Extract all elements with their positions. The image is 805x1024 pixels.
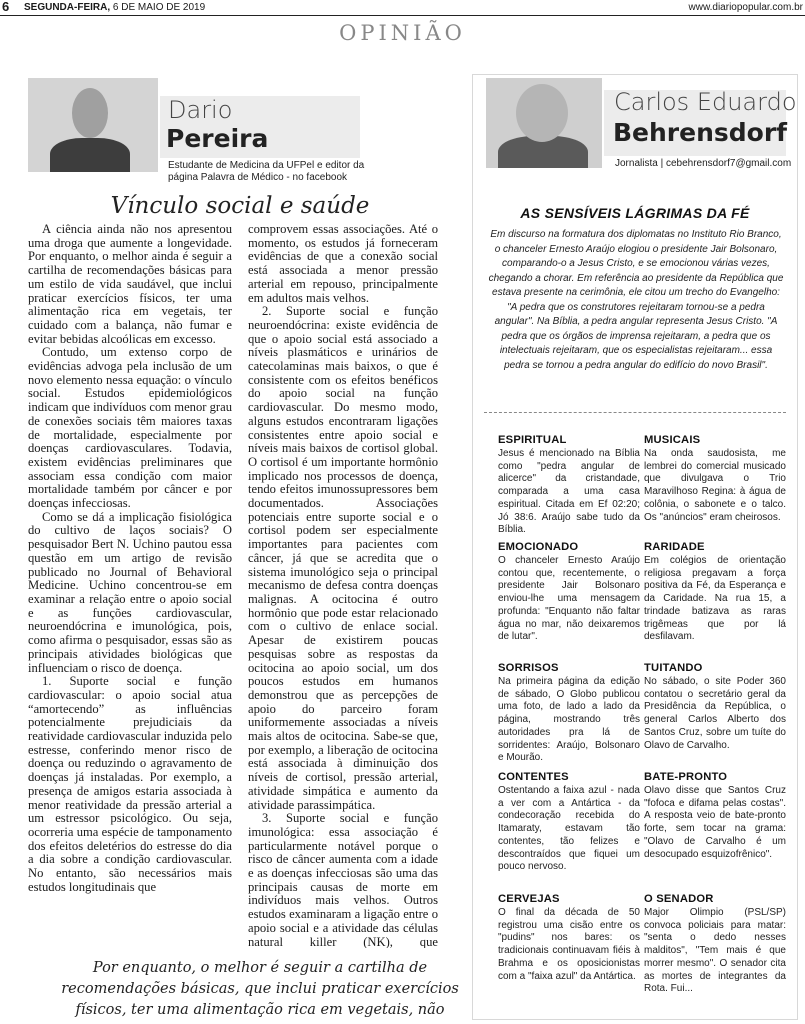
site-url: www.diariopopular.com.br [688, 2, 803, 13]
column-separator [484, 412, 786, 413]
article-paragraph: A ciência ainda não nos apresentou uma droga que aumente a longevidade. Por enquanto, o melhor ainda é seguir a cartilha de recomendações básicas para um estilo de vida saudável, que inclui praticar exercícios físicos, ter uma alimentação rica em vegetais, ter cuidado com a balança, não fumar e evitar bebidas alcoólicas em excesso. [28, 223, 232, 346]
article-paragraph: 3. Suporte social e função imunológica: essa associação é particularmente notável porque o risco de câncer aumenta com a idade e as doenças infecciosas são uma das principais causas de morte em indivíduos mais velhos. Outros estudos examinaram a ligação entre o apoio social e a atividade das células natural killer (NK), que [248, 811, 438, 948]
author-photo-left [28, 78, 158, 172]
author-last-name-right: Behrensdorf [613, 118, 788, 147]
note-contentes [498, 771, 640, 874]
article-column-1 [28, 223, 232, 948]
note-text: Olavo disse que Santos Cruz "fofoca e difama pelas costas". A resposta veio de bate-pronto forte, sem tocar na grama: "Olavo de Carvalho é um desocupado esquizofrênico". [644, 785, 786, 860]
edition-day-date: 6 DE MAIO DE 2019 [112, 2, 206, 13]
note-text: Major Olimpio (PSL/SP) convoca policiais para matar: "senta o dedo nesses malditos", "Tem mais é que morrer mesmo". O senador cita as mortes de integrantes da Rota. Fui... [644, 907, 786, 995]
section-title: OPINIÃO [339, 21, 466, 45]
edition-date [24, 2, 205, 13]
note-text: Na primeira página da edição de sábado, O Globo publicou uma foto, de lado a lado da página, mostrando três autoridades pra lá de sorridentes: Araújo, Bolsonaro e Mourão. [498, 676, 640, 764]
note-o-senador [644, 893, 786, 996]
pull-quote: Por enquanto, o melhor é seguir a cartilha de recomendações básicas, que inclui praticar exercícios físicos, ter uma alimentação rica em vegetais, não [61, 960, 459, 1018]
column-lead: Em discurso na formatura dos diplomatas no Instituto Rio Branco, o chanceler Ernesto Araújo elogiou o presidente Jair Bolsonaro, comparando-o a Jesus Cristo, e se emocionou várias vezes, chegando a chorar. Em referência ao presidente da República que estava presente na cerimônia, ele citou um trecho do Evangelho: "A pedra que os construtores rejeitaram tornou-se a pedra angular". Na Bíblia, a pedra angular representa Jesus Cristo. "A pedra que os órgãos de imprensa rejeitaram, a pedra que os intelectuais rejeitaram, que os especialistas rejeitaram... essa pedra se tornou a pedra angular do edifício do novo Brasil". [488, 229, 784, 371]
note-title: RARIDADE [644, 541, 705, 553]
author-photo-left-body [50, 138, 130, 172]
note-bate-pronto [644, 771, 786, 861]
note-text: O chanceler Ernesto Araújo contou que, recentemente, o presidente Jair Bolsonaro enviou-lhe uma mensagem profunda: "Enquanto não faltar água no mar, não deixaremos de lutar". [498, 555, 640, 643]
article-title: Vínculo social e saúde [110, 193, 370, 219]
note-text: Jesus é mencionado na Bíblia como "pedra angular de alicerce" da cristandade, comparada a uma casa espiritual. Citada em Ef 02:20; Jó 38:6. Araújo sabe tudo da Bíblia. [498, 448, 640, 536]
author-bio-left-line1: Estudante de Medicina da UFPel e editor da [168, 160, 365, 171]
author-photo-left-head [72, 88, 108, 138]
article-column-2 [248, 223, 438, 948]
note-sorrisos [498, 662, 640, 765]
author-first-name-right: Carlos Eduardo [614, 88, 797, 116]
edition-day: SEGUNDA-FEIRA, [24, 2, 111, 13]
note-raridade [644, 541, 786, 644]
note-text: No sábado, o site Poder 360 contatou o secretário geral da Presidência da República, o general Carlos Alberto dos Santos Cruz, sobre um tuíte do Olavo de Carvalho. [644, 676, 786, 751]
note-title: O SENADOR [644, 893, 714, 905]
article-paragraph: 2. Suporte social e função neuroendócrina: existe evidência de que o apoio social está associado a níveis plasmáticos e urinários de catecolaminas mais baixos, o que é consistente com os efeitos benéficos do apoio social na função cardiovascular. Do mesmo modo, alguns estudos encontraram ligações consistentes entre apoio social e níveis mais baixos de cortisol global. O cortisol é um importante hormônio implicado nos processos de doença, tendo efeitos imunossupressores bem documentados. Associações potenciais entre suporte social e o cortisol podem ser especialmente importantes para pacientes com câncer, já que se acredita que o sistema imunológico seja o principal mecanismo de defesa contra doenças malignas. A ocitocina é outro hormônio que pode estar relacionado com o cultivo de enlace social. Apesar de existirem poucas pesquisas sobre as respostas da ocitocina ao apoio social, um dos poucos estudos em humanos demonstrou que as percepções de apoio do parceiro foram uniformemente associadas a níveis mais altos de ocitocina. Sabe-se que, por exemplo, a liberação de ocitocina está associada à diminuição dos níveis de cortisol, pressão arterial, atividade simpática e aumento da atividade parassimpática. [248, 304, 438, 812]
note-title: CERVEJAS [498, 893, 560, 905]
article-paragraph: 1. Suporte social e função cardiovascular: o apoio social atua “amortecendo” as influências potencialmente prejudiciais da reatividade cardiovascular induzida pelo estresse, conferindo menor risco de doença ou reduzindo o agravamento de doenças já instaladas. Por exemplo, a presença de amigos estaria associada à menor reatividade da pressão arterial a um estressor psicológico. Ou seja, ocorreria uma espécie de tamponamento dos efeitos deletérios do estresse do dia a dia sobre a condição cardiovascular. No entanto, são necessários mais estudos longitudinais que [28, 674, 232, 894]
note-musicais [644, 434, 786, 524]
note-title: CONTENTES [498, 771, 569, 783]
note-title: MUSICAIS [644, 434, 701, 446]
author-bio-left-line2: página Palavra de Médico - no facebook [168, 172, 348, 183]
note-title: BATE-PRONTO [644, 771, 728, 783]
author-photo-right [486, 78, 602, 168]
author-first-name-left: Dario [168, 96, 233, 124]
note-title: ESPIRITUAL [498, 434, 567, 446]
author-photo-right-head [516, 84, 568, 142]
article-paragraph: comprovem essas associações. Até o momento, os estudos já forneceram evidências de que a conexão social está associada a menor pressão arterial em repouso, principalmente em adultos mais velhos. [248, 223, 438, 305]
article-paragraph: Como se dá a implicação fisiológica do cultivo de laços sociais? O pesquisador Bert N. Uchino pautou essa questão em um artigo de revisão publicado no Journal of Behavioral Medicine. Uchino concentrou-se em examinar a relação entre o apoio social e as funções cardiovascular, neuroendócrina e imunológica, pois, como afirma o pesquisador, essas são as principais atividades biológicas que influenciam o risco de doença. [28, 509, 232, 675]
article-paragraph: Contudo, um extenso corpo de evidências advoga pela inclusão de um novo elemento nessa equação: o vínculo social. Estudos epidemiológicos indicam que indivíduos com menor grau de conexões sociais têm maiores taxas de mortalidade, especialmente por doenças cardiovasculares. Todavia, existem evidências preliminares que associam essa condição com maior mortalidade também por câncer e por doenças infecciosas. [28, 345, 232, 511]
note-text: Ostentando a faixa azul - nada a ver com a Antártica - da condecoração recebida do Itamaraty, estavam tão contentes, tão felizes e descontraídos que fiquei um pouco nervoso. [498, 785, 640, 873]
note-tuitando [644, 662, 786, 752]
note-text: Em colégios de orientação religiosa pregavam a força positiva da Fé, da Esperança e da Caridade. Na rua 15, a trindade batizava as raras trigêmeas que por lá desfilavam. [644, 555, 786, 643]
note-text: Na onda saudosista, me lembrei do comercial musicado que divulgava o Trio Maravilhoso Regina: à água de colônia, o sabonete e o talco. Os "anúncios" eram cheirosos. [644, 448, 786, 523]
note-cervejas [498, 893, 640, 983]
author-bio-right: Jornalista | cebehrensdorf7@gmail.com [615, 158, 792, 169]
page-header [0, 0, 805, 16]
column-title: AS SENSÍVEIS LÁGRIMAS DA FÉ [520, 205, 750, 221]
note-title: EMOCIONADO [498, 541, 579, 553]
page-number: 6 [2, 0, 10, 14]
note-text: O final da década de 50 registrou uma cisão entre os "pudins" nos bares: os tradicionais continuavam fiéis à Brahma e os oposicionistas com a "faixa azul" da Antártica. [498, 907, 640, 982]
note-emocionado [498, 541, 640, 644]
note-espiritual [498, 434, 640, 537]
author-bio-left [168, 160, 368, 184]
author-last-name-left: Pereira [166, 124, 269, 153]
note-title: TUITANDO [644, 662, 703, 674]
note-title: SORRISOS [498, 662, 559, 674]
